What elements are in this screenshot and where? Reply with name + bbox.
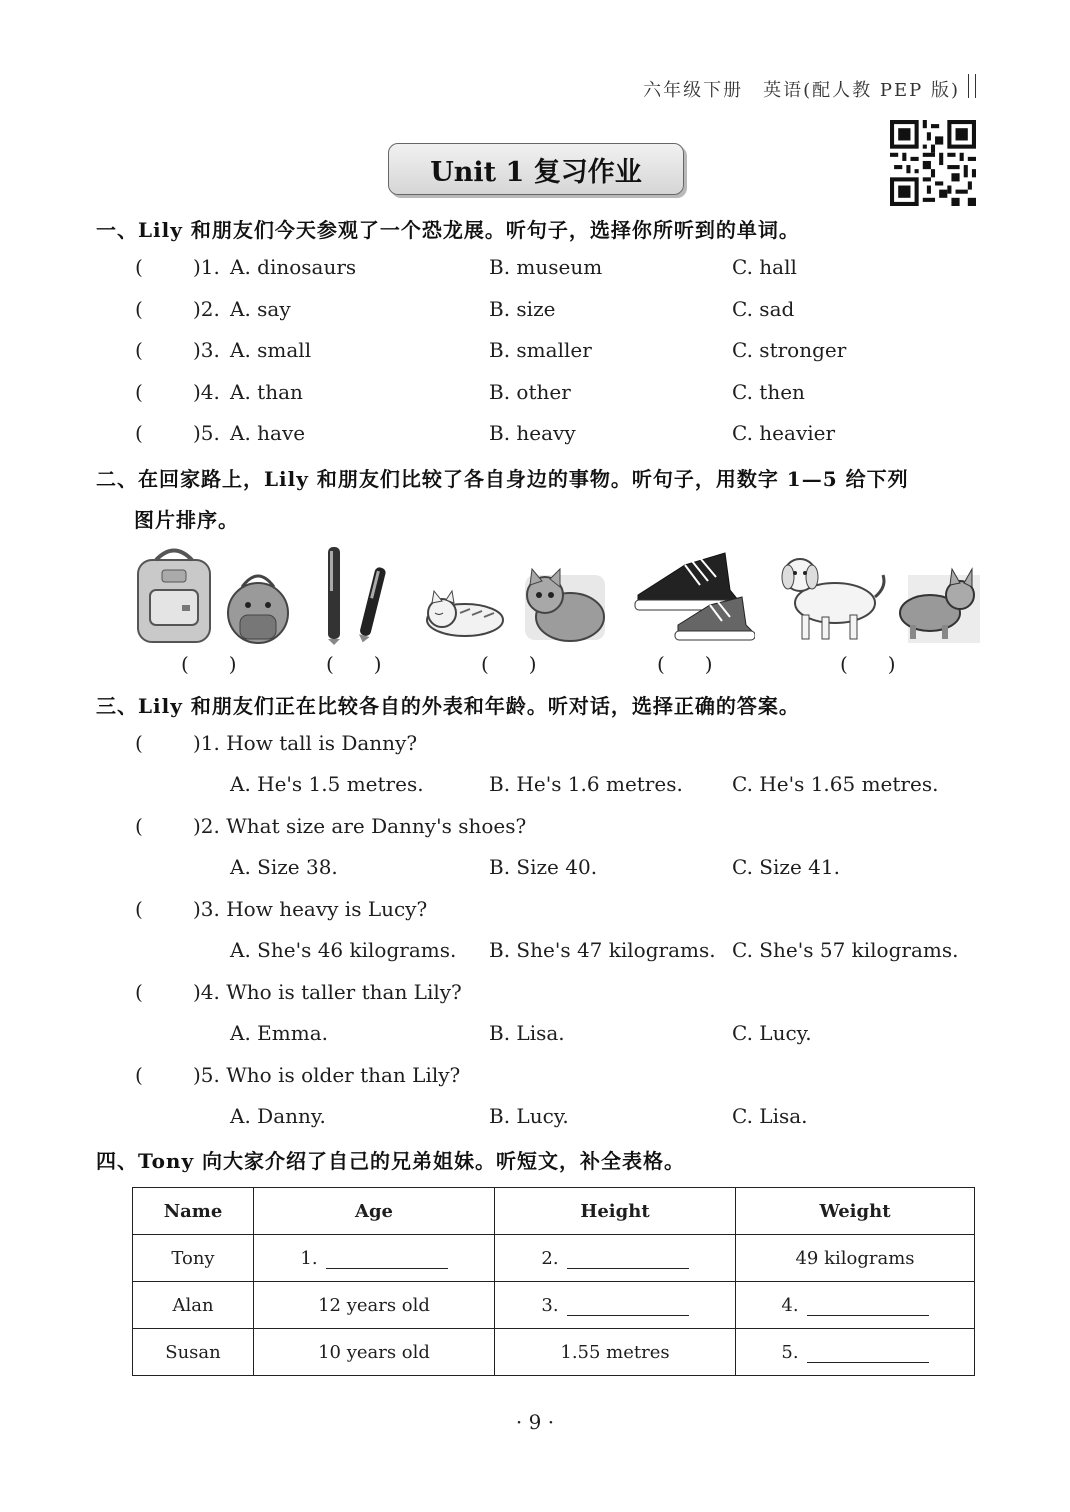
option-c[interactable]: C. heavier xyxy=(732,421,836,445)
cell-age-blank[interactable] xyxy=(254,1235,495,1282)
answer-blank[interactable]: ( xyxy=(135,338,143,362)
question-row xyxy=(0,421,1070,451)
question-number: )1. xyxy=(193,255,220,279)
header-height: Height xyxy=(495,1188,736,1235)
answer-blank[interactable]: ( xyxy=(135,897,143,921)
cell-name: Tony xyxy=(133,1235,254,1282)
options-row xyxy=(0,1104,1070,1134)
option-c[interactable]: C. Lisa. xyxy=(732,1104,808,1128)
option-a[interactable]: A. have xyxy=(230,421,306,445)
option-a[interactable]: A. than xyxy=(230,379,303,404)
table-row xyxy=(133,1282,975,1329)
cell-height: 1.55 metres xyxy=(495,1329,736,1376)
cell-weight: 49 kilograms xyxy=(736,1235,975,1282)
option-b[interactable]: B. Size 40. xyxy=(489,855,598,879)
option-b[interactable]: B. Lucy. xyxy=(489,1104,569,1128)
option-a[interactable]: A. Size 38. xyxy=(230,855,338,879)
option-c[interactable]: C. Size 41. xyxy=(732,855,840,879)
question-row xyxy=(0,814,1070,844)
option-b[interactable]: B. Lisa. xyxy=(489,1021,565,1045)
cell-age: 12 years old xyxy=(254,1282,495,1329)
options-row xyxy=(0,938,1070,968)
cell-weight-blank[interactable] xyxy=(736,1282,975,1329)
answer-blank[interactable]: ( xyxy=(135,731,143,755)
options-row xyxy=(0,1021,1070,1051)
question-text: )3. How heavy is Lucy? xyxy=(193,897,428,921)
option-c[interactable]: C. She's 57 kilograms. xyxy=(732,938,959,962)
section2-title-line2: 图片排序。 xyxy=(134,508,239,532)
answer-blank[interactable]: ( xyxy=(135,296,143,321)
option-c[interactable]: C. Lucy. xyxy=(732,1021,812,1045)
cats-picture xyxy=(420,545,610,645)
option-c[interactable]: C. sad xyxy=(732,296,795,321)
cell-age: 10 years old xyxy=(254,1329,495,1376)
blank-number: 3. xyxy=(541,1294,559,1316)
question-row xyxy=(0,1063,1070,1093)
blank-number: 4. xyxy=(781,1294,799,1316)
fill-line[interactable] xyxy=(326,1250,448,1269)
page-title: Unit 1 复习作业 xyxy=(388,143,684,195)
option-a[interactable]: A. He's 1.5 metres. xyxy=(230,772,424,796)
question-text: )2. What size are Danny's shoes? xyxy=(193,814,527,838)
answer-blank[interactable]: ( xyxy=(135,1063,143,1087)
pens-picture xyxy=(320,545,400,645)
question-number: )2. xyxy=(193,296,220,321)
option-b[interactable]: B. He's 1.6 metres. xyxy=(489,772,683,796)
answer-blank[interactable]: ( xyxy=(135,980,143,1004)
question-row xyxy=(0,338,1070,368)
answer-blank[interactable]: ( xyxy=(135,421,143,445)
answer-blank[interactable]: ( xyxy=(135,814,143,838)
info-table xyxy=(132,1187,975,1376)
question-number: )4. xyxy=(193,379,220,404)
option-a[interactable]: A. Emma. xyxy=(230,1021,328,1045)
header-name: Name xyxy=(133,1188,254,1235)
answer-blank[interactable]: ( xyxy=(135,379,143,404)
table-row xyxy=(133,1329,975,1376)
header-divider xyxy=(968,74,976,98)
picture-answer-blank[interactable]: ( ) xyxy=(840,652,896,676)
section2-title-line1: 二、在回家路上，Lily 和朋友们比较了各自身边的事物。听句子，用数字 1—5 给下列 xyxy=(96,467,909,491)
option-b[interactable]: B. heavy xyxy=(489,421,576,445)
option-a[interactable]: A. Danny. xyxy=(230,1104,326,1128)
question-number: )5. xyxy=(193,421,220,445)
option-c[interactable]: C. stronger xyxy=(732,338,847,362)
option-c[interactable]: C. hall xyxy=(732,255,797,279)
option-b[interactable]: B. other xyxy=(489,379,571,404)
section3-title: 三、Lily 和朋友们正在比较各自的外表和年龄。听对话，选择正确的答案。 xyxy=(96,694,800,718)
cell-name: Susan xyxy=(133,1329,254,1376)
fill-line[interactable] xyxy=(807,1344,929,1363)
fill-line[interactable] xyxy=(807,1297,929,1316)
blank-number: 5. xyxy=(781,1341,799,1363)
cell-height-blank[interactable] xyxy=(495,1282,736,1329)
header-age: Age xyxy=(254,1188,495,1235)
option-b[interactable]: B. She's 47 kilograms. xyxy=(489,938,716,962)
cell-name: Alan xyxy=(133,1282,254,1329)
picture-answer-blank[interactable]: ( ) xyxy=(181,652,237,676)
answer-blank[interactable]: ( xyxy=(135,255,143,279)
header-text: 六年级下册 英语(配人教 PEP 版) xyxy=(643,80,960,101)
option-a[interactable]: A. She's 46 kilograms. xyxy=(230,938,457,962)
blank-number: 1. xyxy=(300,1247,318,1269)
option-b[interactable]: B. museum xyxy=(489,255,603,279)
backpacks-picture xyxy=(130,545,295,645)
fill-line[interactable] xyxy=(567,1250,689,1269)
header-weight: Weight xyxy=(736,1188,975,1235)
cell-weight-blank[interactable] xyxy=(736,1329,975,1376)
section4-title: 四、Tony 向大家介绍了自己的兄弟姐妹。听短文，补全表格。 xyxy=(96,1149,686,1173)
table-row xyxy=(133,1235,975,1282)
cell-height-blank[interactable] xyxy=(495,1235,736,1282)
qr-code-icon xyxy=(890,120,976,206)
table-header-row xyxy=(133,1188,975,1235)
shoes-picture xyxy=(630,545,755,645)
option-a[interactable]: A. say xyxy=(230,296,291,321)
picture-row xyxy=(130,545,980,645)
options-row xyxy=(0,772,1070,802)
option-a[interactable]: A. dinosaurs xyxy=(230,255,357,279)
picture-answer-blank[interactable]: ( ) xyxy=(657,652,713,676)
page-number: · 9 · xyxy=(515,1410,555,1434)
question-text: )4. Who is taller than Lily? xyxy=(193,980,462,1004)
option-a[interactable]: A. small xyxy=(230,338,312,362)
dogs-picture xyxy=(780,545,980,645)
question-row xyxy=(0,980,1070,1010)
picture-answer-blank[interactable]: ( ) xyxy=(326,652,382,676)
picture-answer-blank[interactable]: ( ) xyxy=(481,652,537,676)
question-text: )5. Who is older than Lily? xyxy=(193,1063,461,1087)
option-c[interactable]: C. then xyxy=(732,379,805,404)
question-number: )3. xyxy=(193,338,220,362)
section1-title: 一、Lily 和朋友们今天参观了一个恐龙展。听句子，选择你所听到的单词。 xyxy=(96,218,800,242)
blank-number: 2. xyxy=(541,1247,559,1269)
question-row xyxy=(0,255,1070,285)
fill-line[interactable] xyxy=(567,1297,689,1316)
option-b[interactable]: B. smaller xyxy=(489,338,592,362)
options-row xyxy=(0,855,1070,885)
question-row xyxy=(0,380,1070,410)
option-b[interactable]: B. size xyxy=(489,296,556,321)
option-c[interactable]: C. He's 1.65 metres. xyxy=(732,772,939,796)
question-row xyxy=(0,897,1070,927)
question-text: )1. How tall is Danny? xyxy=(193,731,418,755)
question-row xyxy=(0,297,1070,327)
question-row xyxy=(0,731,1070,761)
